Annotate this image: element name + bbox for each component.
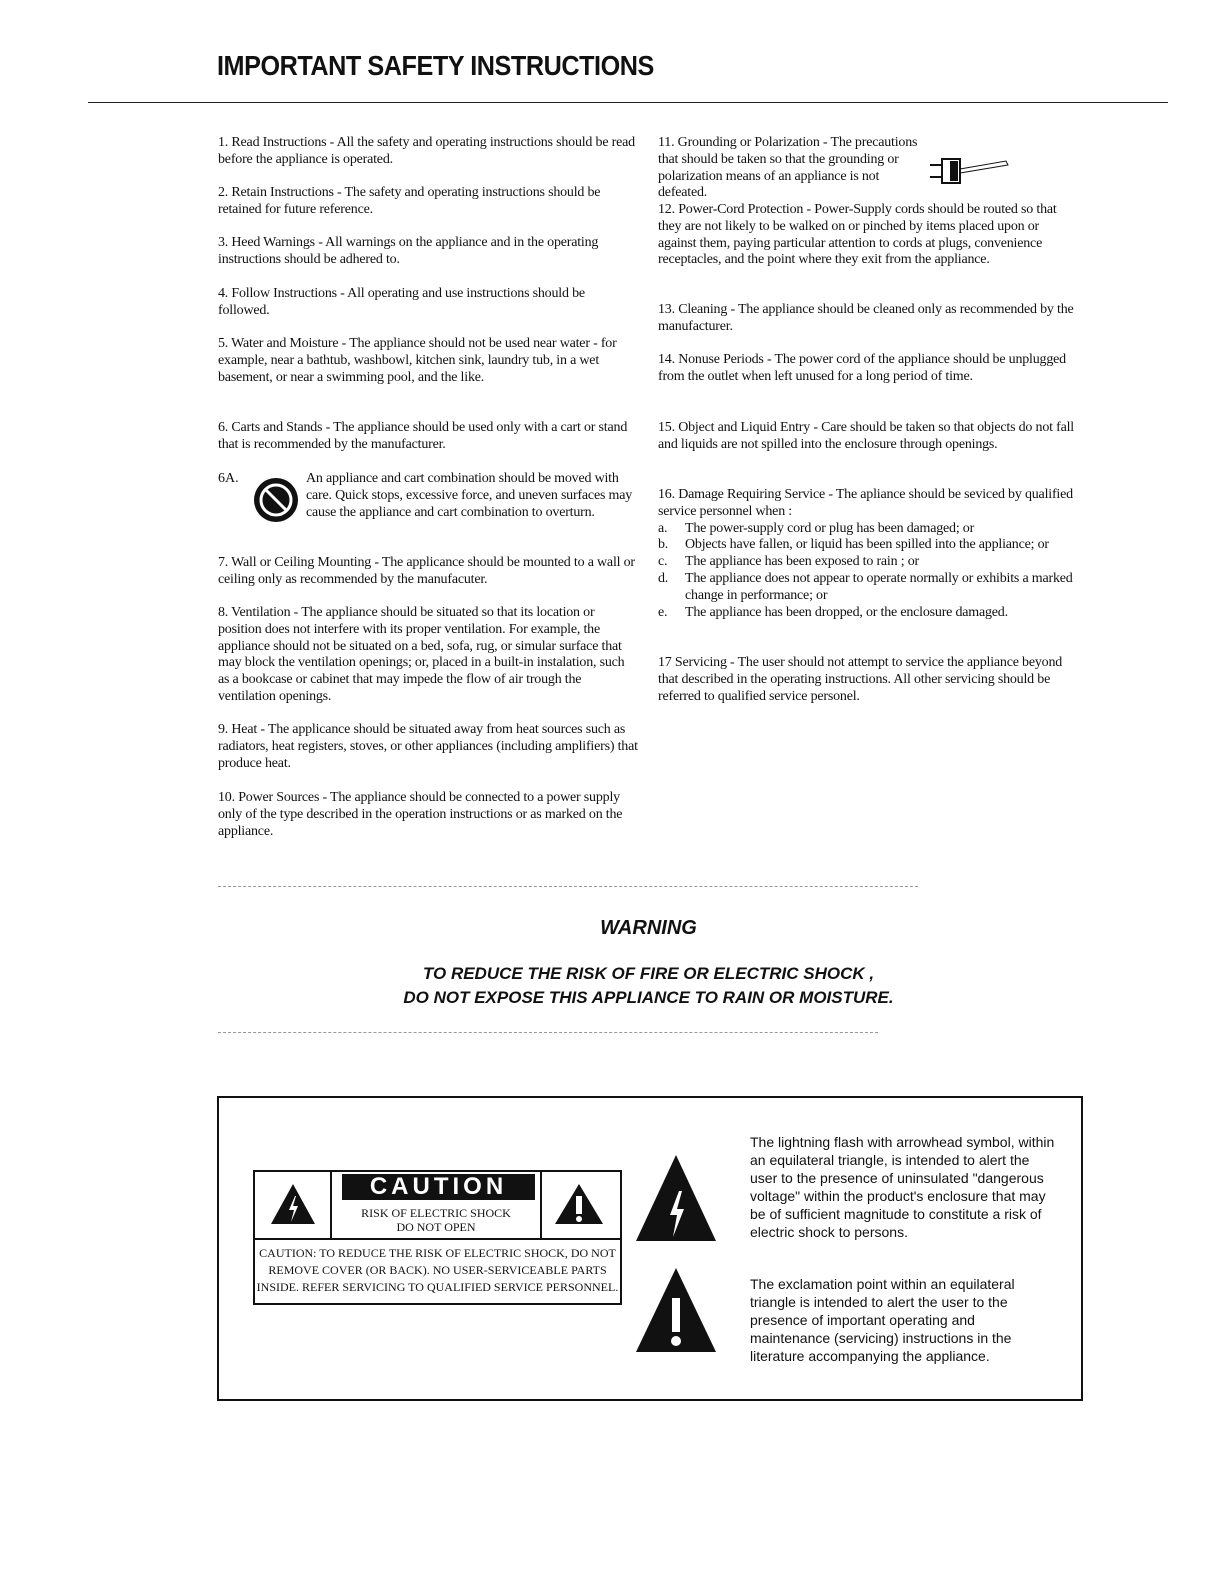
- caution-body-1: CAUTION: TO REDUCE THE RISK OF ELECTRIC SHOCK, DO NOT: [259, 1246, 616, 1260]
- instruction-4: 4. Follow Instructions - All operating and use instructions should be followed.: [218, 286, 585, 318]
- caution-banner: CAUTION: [342, 1174, 535, 1200]
- warning-border-bottom: [218, 1032, 878, 1033]
- instruction-8: 8. Ventilation - The appliance should be situated so that its location or position does not interfere with its proper ventilation. For example, the appliance should not be situated on a bed, sofa, rug, or simular surface that may block the ventilation openings; or, placed in a built-in instalation, such as a bookcase or cabinet that may impede the flow of air trough the ventilation openings.: [218, 605, 625, 704]
- instruction-7: 7. Wall or Ceiling Mounting - The applicance should be mounted to a wall or ceiling only as recommended by the manufacuter.: [218, 555, 635, 587]
- instruction-10: 10. Power Sources - The appliance should be connected to a power supply only of the type described in the operation instructions or as marked on the appliance.: [218, 790, 623, 839]
- exclamation-triangle-icon: [636, 1268, 716, 1352]
- list-item: [658, 521, 1078, 538]
- list-item: [658, 605, 1078, 622]
- caution-sub-2: DO NOT OPEN: [396, 1220, 476, 1234]
- instruction-16: [658, 487, 1078, 621]
- instruction-6a: An appliance and cart combination should be moved with care. Quick stops, excessive force, and uneven surfaces may cause the appliance and cart combination to overturn.: [306, 471, 633, 520]
- instruction-6: 6. Carts and Stands - The appliance should be used only with a cart or stand that is recommended by the manufacturer.: [218, 420, 628, 452]
- lightning-triangle-icon: [269, 1182, 317, 1226]
- instruction-17: 17 Servicing - The user should not attempt to service the appliance beyond that described in the operating instructions. All other servicing should be referred to qualified service personel.: [658, 655, 1063, 704]
- instruction-11: 11. Grounding or Polarization - The precautions that should be taken so that the grounding or polarization means of an appliance is not defeated.: [658, 135, 918, 201]
- page-title: IMPORTANT SAFETY INSTRUCTIONS: [217, 50, 654, 81]
- list-text: The power-supply cord or plug has been damaged; or: [685, 520, 975, 536]
- instruction-16-intro: 16. Damage Requiring Service - The apliance should be seviced by qualified service personnel when :: [658, 487, 1073, 519]
- list-marker: a.: [658, 520, 668, 536]
- list-marker: d.: [658, 570, 669, 586]
- warning-heading: WARNING: [600, 917, 697, 939]
- warning-line-2: DO NOT EXPOSE THIS APPLIANCE TO RAIN OR MOISTURE.: [403, 988, 894, 1007]
- instruction-14: 14. Nonuse Periods - The power cord of the appliance should be unplugged from the outlet when left unused for a long period of time.: [658, 352, 1066, 384]
- polarized-plug-icon: [930, 155, 1010, 187]
- instruction-1: 1. Read Instructions - All the safety and operating instructions should be read before the appliance is operated.: [218, 135, 635, 167]
- divider: [88, 102, 1168, 103]
- list-marker: e.: [658, 604, 668, 620]
- list-marker: b.: [658, 537, 669, 553]
- list-text: Objects have fallen, or liquid has been spilled into the appliance; or: [685, 537, 1049, 553]
- list-item: [658, 537, 1078, 554]
- instruction-9: 9. Heat - The applicance should be situated away from heat sources such as radiators, heat registers, stoves, or other appliances (including amplifiers) that produce heat.: [218, 722, 638, 771]
- caution-body-2: REMOVE COVER (OR BACK). NO USER-SERVICEABLE PARTS: [268, 1263, 607, 1277]
- warning-border-top: [218, 886, 918, 887]
- instruction-12: 12. Power-Cord Protection - Power-Supply cords should be routed so that they are not likely to be walked on or pinched by items placed upon or against them, paying particular attention to cords at plugs, convenience receptacles, and the point where they exit from the appliance.: [658, 202, 1057, 268]
- cart-warning-icon: [252, 476, 300, 524]
- instruction-5: 5. Water and Moisture - The appliance should not be used near water - for example, near a bathtub, washbowl, kitchen sink, laundry tub, in a wet basement, or near a swimming pool, and the like.: [218, 336, 617, 385]
- lightning-symbol-description: The lightning flash with arrowhead symbol, within an equilateral triangle, is intended to alert the user to the presence of uninsulated "dangerous voltage" within the product's enclosure that may be of sufficient magnitude to constitute a risk of electric shock to persons.: [750, 1134, 1055, 1240]
- lightning-triangle-icon: [636, 1155, 716, 1241]
- list-item: [658, 554, 1078, 571]
- warning-line-1: TO REDUCE THE RISK OF FIRE OR ELECTRIC SHOCK ,: [422, 964, 875, 983]
- caution-label: [253, 1170, 622, 1305]
- instruction-6a-label: 6A.: [218, 471, 239, 486]
- caution-body-3: INSIDE. REFER SERVICING TO QUALIFIED SERVICE PERSONNEL.: [256, 1280, 619, 1294]
- list-marker: c.: [658, 554, 668, 570]
- caution-sub-1: RISK OF ELECTRIC SHOCK: [361, 1206, 511, 1220]
- instruction-2: 2. Retain Instructions - The safety and operating instructions should be retained for future reference.: [218, 185, 601, 217]
- instruction-3: 3. Heed Warnings - All warnings on the appliance and in the operating instructions should be adhered to.: [218, 235, 599, 267]
- list-text: The appliance has been exposed to rain ; or: [685, 554, 919, 570]
- instruction-15: 15. Object and Liquid Entry - Care should be taken so that objects do not fall and liquids are not spilled into the enclosure through openings.: [658, 420, 1074, 452]
- list-text: The appliance does not appear to operate normally or exhibits a marked change in performance; or: [685, 570, 1073, 603]
- instruction-13: 13. Cleaning - The appliance should be cleaned only as recommended by the manufacturer.: [658, 302, 1074, 334]
- list-text: The appliance has been dropped, or the enclosure damaged.: [685, 604, 1008, 620]
- exclamation-symbol-description: The exclamation point within an equilateral triangle is intended to alert the user to the presence of important operating and maintenance (servicing) instructions in the literature accompanying the appliance.: [750, 1276, 1015, 1364]
- exclamation-triangle-icon: [553, 1182, 605, 1226]
- list-item: [658, 571, 1078, 605]
